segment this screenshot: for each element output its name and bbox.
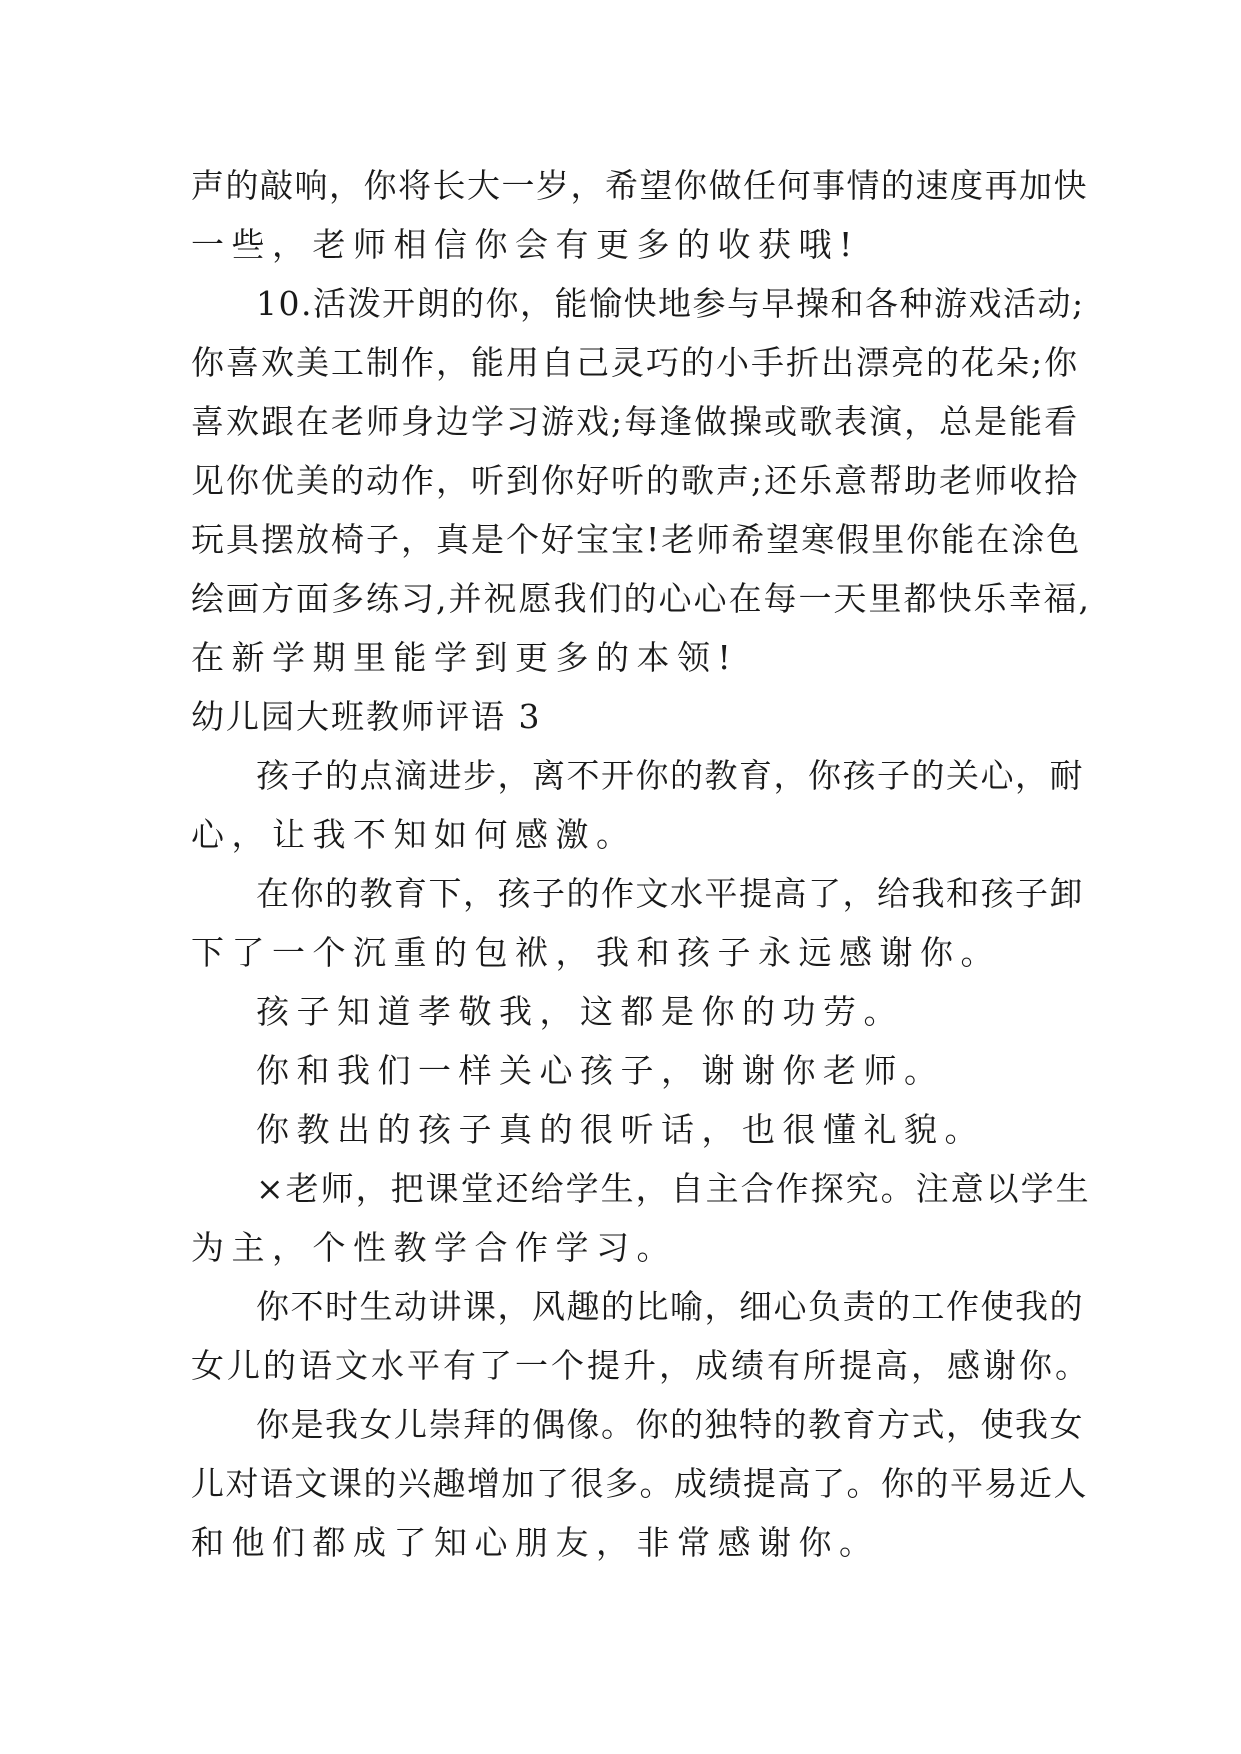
text-line: 你喜欢美工制作，能用自己灵巧的小手折出漂亮的花朵;你: [191, 343, 1080, 382]
text-line: 声的敲响，你将长大一岁，希望你做任何事情的速度再加快: [191, 166, 1088, 205]
text-line: 一些，老师相信你会有更多的收获哦!: [191, 225, 860, 264]
text-line: 喜欢跟在老师身边学习游戏;每逢做操或歌表演，总是能看: [191, 402, 1080, 441]
text-line: 为主，个性教学合作学习。: [191, 1228, 677, 1267]
text-line: ×老师，把课堂还给学生，自主合作探究。注意以学生: [256, 1169, 1091, 1208]
text-line: 和他们都成了知心朋友，非常感谢你。: [191, 1523, 880, 1562]
text-line: 你不时生动讲课，风趣的比喻，细心负责的工作使我的: [256, 1287, 1084, 1326]
text-line: 见你优美的动作，听到你好听的歌声;还乐意帮助老师收拾: [191, 461, 1080, 500]
text-line: 你和我们一样关心孩子，谢谢你老师。: [256, 1051, 945, 1090]
text-line: 心，让我不知如何感激。: [191, 815, 637, 854]
text-line: 你是我女儿崇拜的偶像。你的独特的教育方式，使我女: [256, 1405, 1084, 1444]
section-heading: 幼儿园大班教师评语 3: [191, 697, 542, 736]
text-line: 儿对语文课的兴趣增加了很多。成绩提高了。你的平易近人: [191, 1464, 1088, 1503]
text-line: 在你的教育下，孩子的作文水平提高了，给我和孩子卸: [256, 874, 1084, 913]
text-line: 下了一个沉重的包袱，我和孩子永远感谢你。: [191, 933, 1001, 972]
text-line: 绘画方面多练习,并祝愿我们的心心在每一天里都快乐幸福,: [191, 579, 1091, 618]
text-line: 孩子的点滴进步，离不开你的教育，你孩子的关心，耐: [256, 756, 1084, 795]
text-line: 在新学期里能学到更多的本领!: [191, 638, 739, 677]
text-line: 女儿的语文水平有了一个提升，成绩有所提高，感谢你。: [191, 1346, 1091, 1385]
text-line: 你教出的孩子真的很听话，也很懂礼貌。: [256, 1110, 985, 1149]
text-line: 10.活泼开朗的你，能愉快地参与早操和各种游戏活动;: [256, 284, 1085, 323]
text-line: 玩具摆放椅子，真是个好宝宝!老师希望寒假里你能在涂色: [191, 520, 1082, 559]
text-line: 孩子知道孝敬我，这都是你的功劳。: [256, 992, 904, 1031]
